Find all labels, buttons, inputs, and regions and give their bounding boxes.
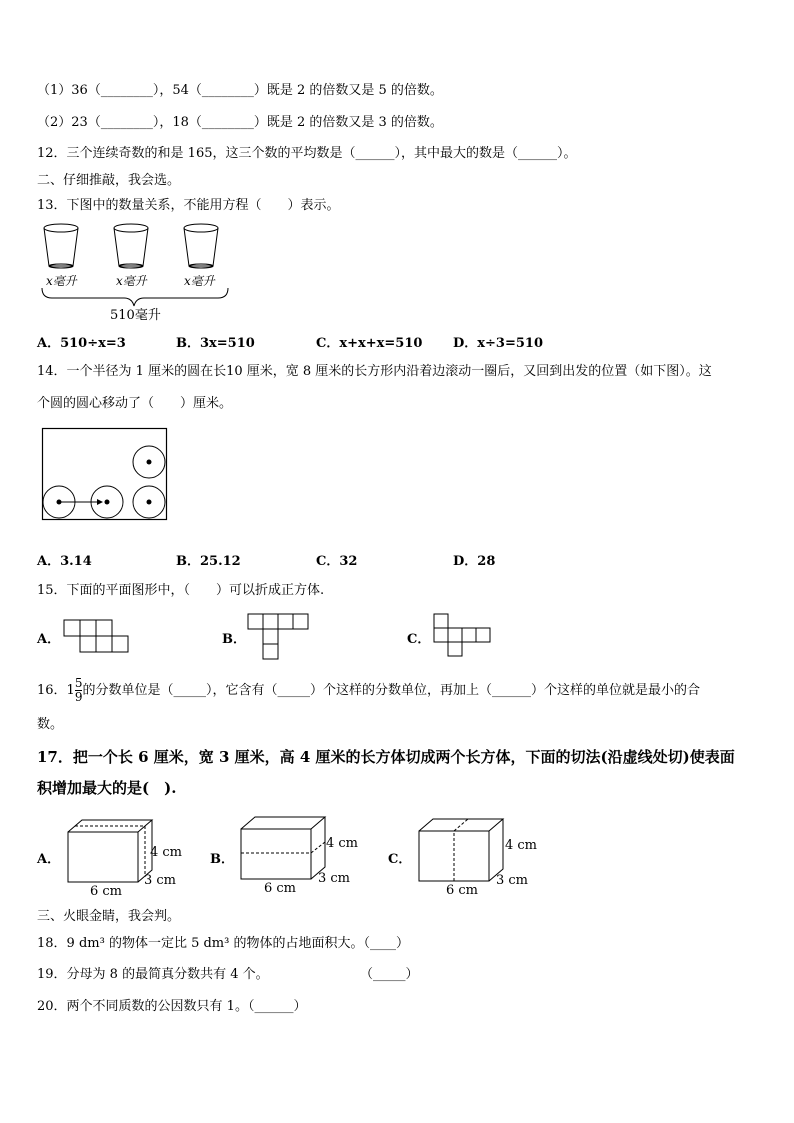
q17a-height: 4 cm — [150, 845, 183, 860]
q15-option-a: A． — [37, 632, 61, 647]
fraction-numerator: 5 — [74, 676, 83, 690]
q15-option-b: B． — [222, 632, 246, 647]
q16-number: 16． — [37, 683, 67, 698]
brace-icon — [42, 288, 228, 306]
q16-text: 的分数单位是（_____），它含有（_____）个这样的分数单位，再加上（______）个这样的单位就是最小的合 — [82, 683, 700, 698]
q13-stem: 13．下图中的数量关系，不能用方程（ ）表示。 — [37, 198, 340, 213]
section-3-heading: 三、火眼金睛，我会判。 — [37, 909, 181, 924]
q18-text: 18．9 dm³ 的物体一定比 5 dm³ 的物体的占地面积大。（____） — [37, 936, 409, 951]
total-label: 510毫升 — [110, 308, 161, 323]
q15-option-c: C． — [407, 632, 431, 647]
section-2-heading: 二、仔细推敲，我会选。 — [37, 173, 181, 188]
q17b-width: 3 cm — [318, 871, 351, 886]
q14-stem-line1: 14．一个半径为 1 厘米的圆在长10 厘米，宽 8 厘米的长方形内沿着边滚动一圈后，又回到出发的位置（如下图）。这 — [37, 364, 712, 379]
q12-text: 12．三个连续奇数的和是 165，这三个数的平均数是（______），其中最大的数是（______）。 — [37, 146, 577, 161]
cup-label-1: x毫升 — [46, 274, 77, 288]
q16-line2: 数。 — [37, 717, 64, 732]
q17a-length: 6 cm — [90, 884, 123, 899]
q14-option-a: A．3.14 — [37, 554, 92, 569]
cup-label-2: x毫升 — [116, 274, 147, 288]
q14-rolling-circle-diagram — [42, 428, 172, 523]
net-b-diagram — [246, 612, 310, 662]
net-c-diagram — [432, 612, 496, 662]
q20-text: 20．两个不同质数的公因数只有 1。（______） — [37, 999, 307, 1014]
cuboid-c-diagram — [418, 817, 508, 887]
q17c-width: 3 cm — [496, 873, 529, 888]
q15-stem: 15．下面的平面图形中，（ ）可以折成正方体. — [37, 583, 325, 598]
q13-option-c: C．x+x+x=510 — [316, 336, 423, 351]
net-a-diagram — [63, 619, 133, 655]
q17-option-a: A． — [37, 852, 61, 867]
cup-icon — [114, 224, 148, 268]
q17-stem-line1: 17．把一个长 6 厘米，宽 3 厘米，高 4 厘米的长方体切成两个长方体，下面的切法(沿虚线处切)使表面 — [37, 748, 735, 766]
q13-option-d: D．x÷3=510 — [453, 336, 543, 351]
q17c-height: 4 cm — [505, 838, 538, 853]
cup-icon — [184, 224, 218, 268]
q11-part2: （2）23（________），18（________）既是 2 的倍数又是 3 的倍数。 — [37, 115, 443, 130]
cup-label-3: x毫升 — [184, 274, 215, 288]
q14-option-b: B．25.12 — [176, 554, 241, 569]
cup-icon — [44, 224, 78, 268]
cuboid-b-diagram — [240, 815, 330, 885]
q19-text: 19．分母为 8 的最简真分数共有 4 个。 — [37, 967, 269, 982]
fraction-whole: 1 — [66, 683, 75, 698]
q17-option-c: C． — [388, 852, 412, 867]
mixed-fraction — [66, 676, 83, 704]
q17b-length: 6 cm — [264, 881, 297, 896]
q17b-height: 4 cm — [326, 836, 359, 851]
q17a-width: 3 cm — [144, 873, 177, 888]
q11-part1: （1）36（________），54（________）既是 2 的倍数又是 5 的倍数。 — [37, 83, 443, 98]
fraction-denominator: 9 — [74, 690, 83, 704]
q17-option-b: B． — [210, 852, 234, 867]
q16-line1 — [37, 677, 700, 704]
q19-answer-paren: （_____） — [360, 967, 419, 982]
q13-option-a: A．510÷x=3 — [37, 336, 126, 351]
q17c-length: 6 cm — [446, 883, 479, 898]
q14-stem-line2: 个圆的圆心移动了（ ）厘米。 — [37, 396, 233, 411]
q13-option-b: B．3x=510 — [176, 336, 255, 351]
q14-option-d: D．28 — [453, 554, 496, 569]
q14-option-c: C．32 — [316, 554, 358, 569]
q17-stem-line2: 积增加最大的是( ). — [37, 779, 177, 797]
